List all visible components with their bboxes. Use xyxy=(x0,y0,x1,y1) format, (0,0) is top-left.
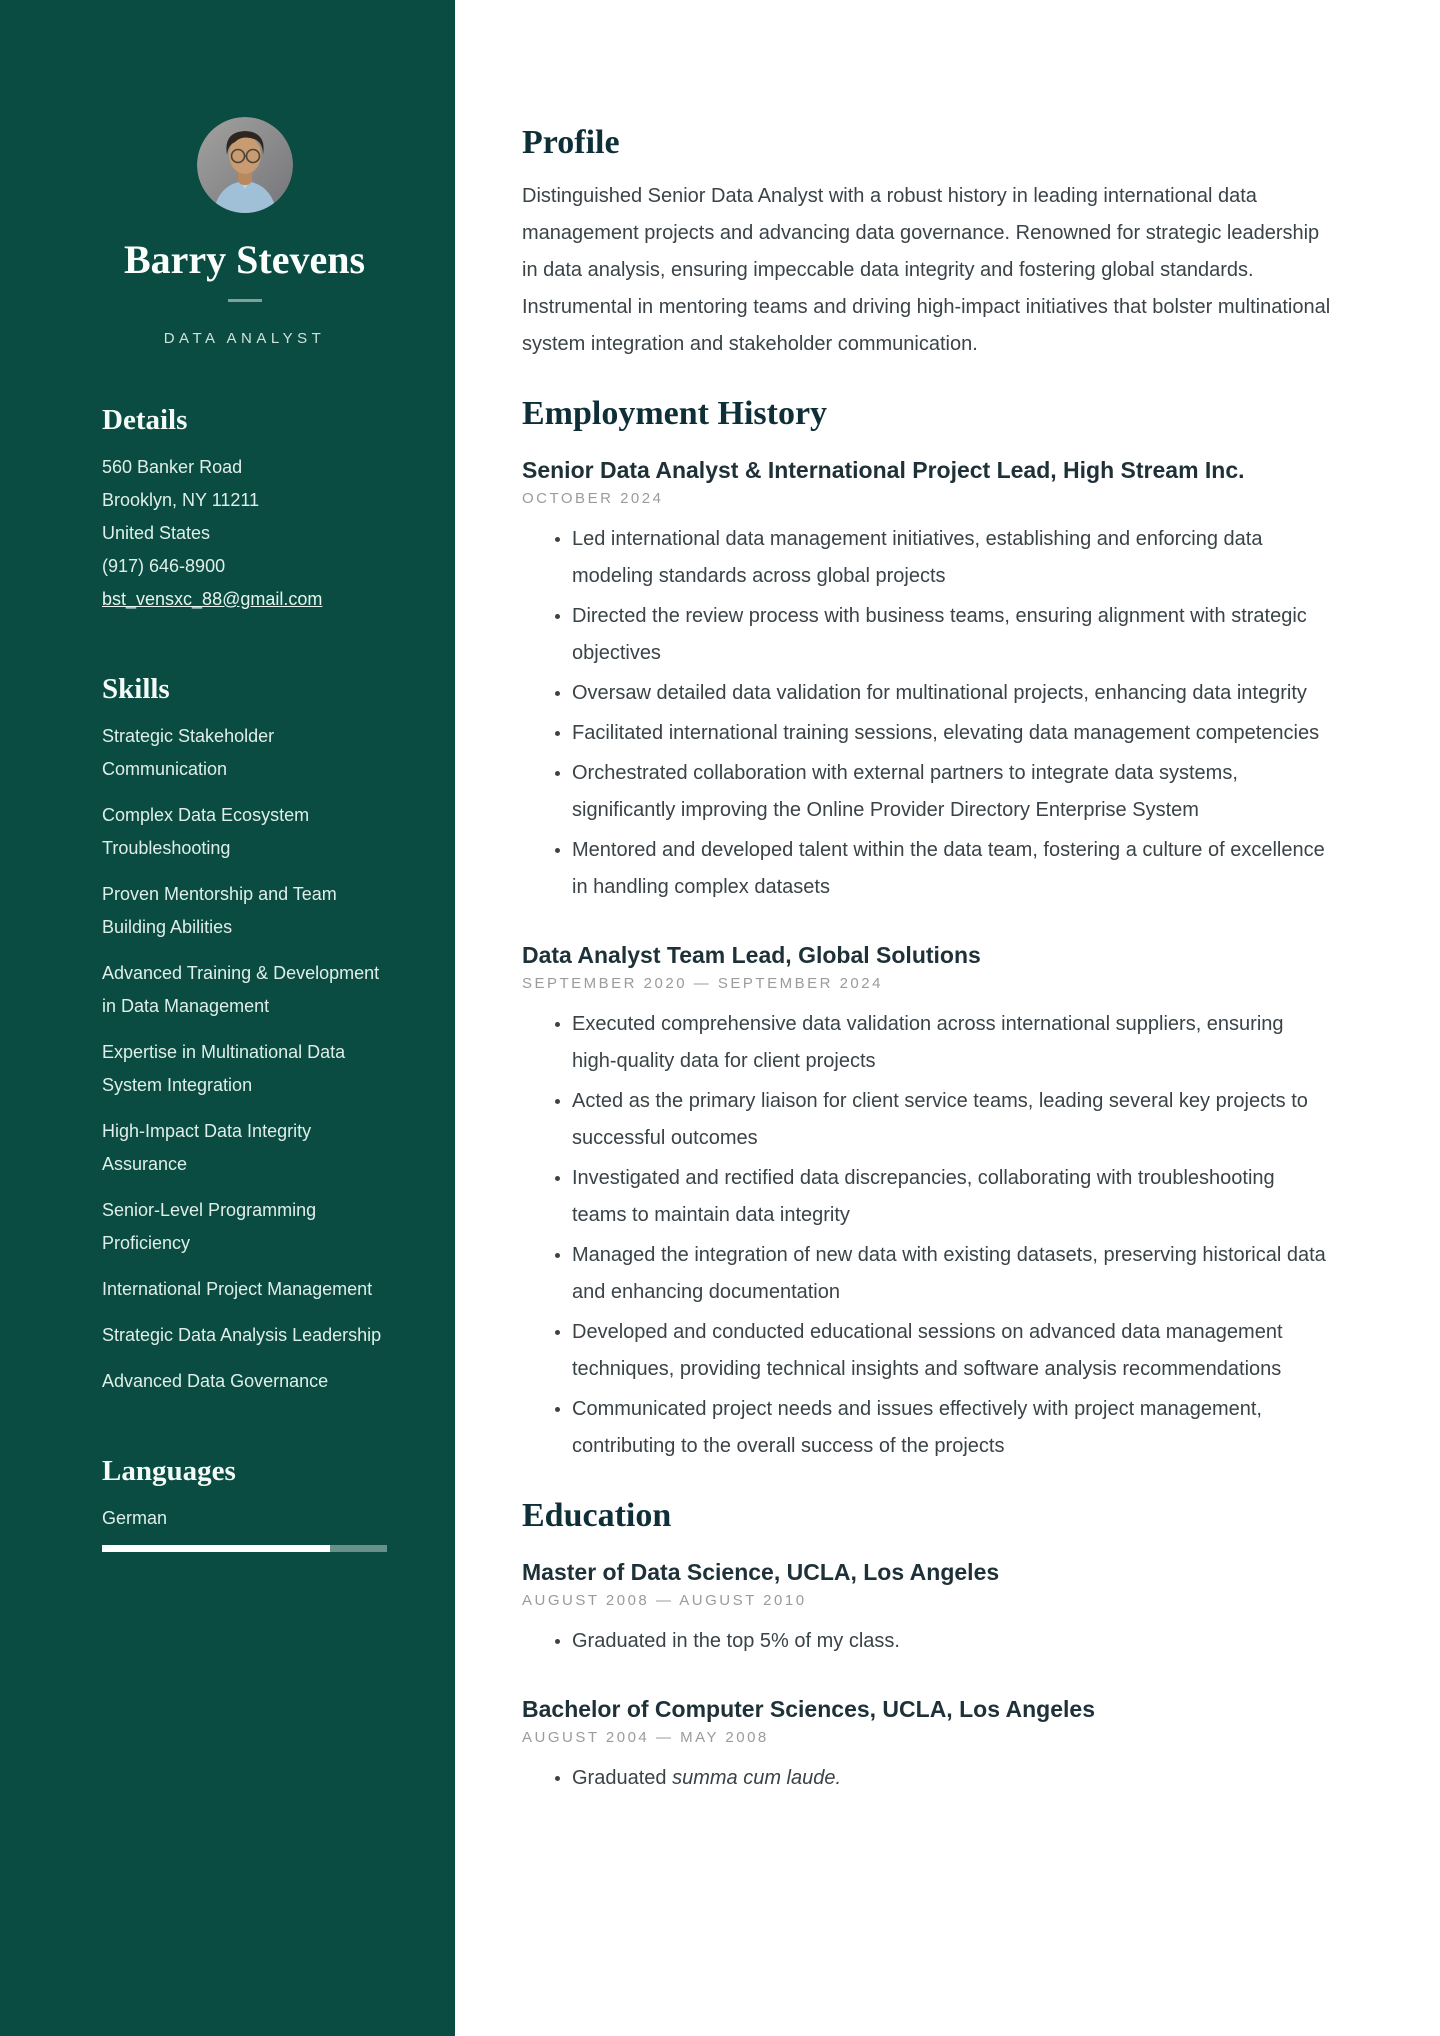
skill-item: Advanced Training & Development in Data Management xyxy=(102,963,380,1016)
detail-line: Brooklyn, NY 11211 xyxy=(102,490,260,510)
detail-line: United States xyxy=(102,523,211,543)
skill-item: High-Impact Data Integrity Assurance xyxy=(102,1121,312,1174)
profile-text: Distinguished Senior Data Analyst with a robust history in leading international data management projects and advancing data governance. Renowned for strategic leadership in data analysis, ensuring impeccable data integrity and fostering global standards. Instrumental in mentoring teams and driving high-impact initiatives that bolster multinational system integration and stakeholder communication. xyxy=(522,185,1331,355)
entry-title: Bachelor of Computer Sciences, UCLA, Los Angeles xyxy=(522,1696,1095,1722)
bullet-item: • Investigated and rectified data discrepancies, collaborating with troubleshooting teams to maintain data integrity xyxy=(572,1160,1332,1234)
entry-title: Data Analyst Team Lead, Global Solutions xyxy=(522,942,981,968)
languages-heading: Languages xyxy=(102,1455,236,1487)
skill-item: Strategic Stakeholder Communication xyxy=(102,726,275,779)
skill-item: Proven Mentorship and Team Building Abilities xyxy=(102,884,337,937)
entry xyxy=(522,1557,1332,1660)
languages-list xyxy=(102,1502,387,1552)
skill-item: Advanced Data Governance xyxy=(102,1371,329,1391)
language-name: German xyxy=(102,1508,168,1528)
education-section xyxy=(522,1495,1332,1797)
bullet-list xyxy=(522,521,1332,906)
bullet-item: • Facilitated international training sessions, elevating data management competencies xyxy=(572,715,1332,752)
entry xyxy=(522,455,1332,906)
candidate-name: Barry Stevens xyxy=(123,237,366,282)
bullet-list xyxy=(522,1006,1332,1465)
education-entries xyxy=(522,1557,1332,1797)
detail-line: 560 Banker Road xyxy=(102,457,243,477)
language-level-fill xyxy=(102,1545,330,1552)
bullet-item: • Executed comprehensive data validation across international suppliers, ensuring high-quality data for client projects xyxy=(572,1006,1332,1080)
bullet-item: • Orchestrated collaboration with external partners to integrate data systems, significantly improving the Online Provider Directory Enterprise System xyxy=(572,755,1332,829)
detail-line: (917) 646-8900 xyxy=(102,556,226,576)
language-item xyxy=(102,1502,387,1552)
entry-dates: AUGUST 2008 — AUGUST 2010 xyxy=(522,1592,807,1609)
entry xyxy=(522,1694,1332,1797)
bullet-item: • Led international data management initiatives, establishing and enforcing data modeling standards across global projects xyxy=(572,521,1332,595)
skill-item: International Project Management xyxy=(102,1279,373,1299)
entry-dates: OCTOBER 2024 xyxy=(522,490,664,507)
skill-item: Expertise in Multinational Data System Integration xyxy=(102,1042,346,1095)
employment-entries xyxy=(522,455,1332,1465)
bullet-item: • Acted as the primary liaison for client service teams, leading several key projects to successful outcomes xyxy=(572,1083,1332,1157)
bullet-item: • Graduated summa cum laude. xyxy=(572,1760,1332,1797)
skill-item: Complex Data Ecosystem Troubleshooting xyxy=(102,805,310,858)
education-heading: Education xyxy=(522,1497,672,1534)
bullet-item: • Directed the review process with business teams, ensuring alignment with strategic objectives xyxy=(572,598,1332,672)
bullet-item: • Developed and conducted educational sessions on advanced data management techniques, providing technical insights and software analysis recommendations xyxy=(572,1314,1332,1388)
language-level-bar xyxy=(102,1545,387,1552)
bullet-list xyxy=(522,1760,1332,1797)
skill-item: Strategic Data Analysis Leadership xyxy=(102,1325,382,1345)
employment-section xyxy=(522,393,1332,1465)
profile-photo-illustration xyxy=(197,117,293,213)
entry-dates: SEPTEMBER 2020 — SEPTEMBER 2024 xyxy=(522,975,883,992)
entry-title: Senior Data Analyst & International Project Lead, High Stream Inc. xyxy=(522,457,1245,483)
bullet-item: • Communicated project needs and issues effectively with project management, contributing to the overall success of the projects xyxy=(572,1391,1332,1465)
entry xyxy=(522,940,1332,1465)
bullet-item: • Mentored and developed talent within the data team, fostering a culture of excellence in handling complex datasets xyxy=(572,832,1332,906)
profile-heading: Profile xyxy=(522,124,620,161)
entry-dates: AUGUST 2004 — MAY 2008 xyxy=(522,1729,769,1746)
sidebar xyxy=(0,0,455,2036)
skill-item: Senior-Level Programming Proficiency xyxy=(102,1200,317,1253)
name-divider xyxy=(228,299,262,302)
bullet-item: • Oversaw detailed data validation for multinational projects, enhancing data integrity xyxy=(572,675,1332,712)
details-block xyxy=(102,451,387,583)
employment-heading: Employment History xyxy=(522,395,828,432)
email-link[interactable]: bst_vensxc_88@gmail.com xyxy=(102,589,323,609)
candidate-job-title: DATA ANALYST xyxy=(163,330,326,347)
skills-heading: Skills xyxy=(102,673,170,705)
bullet-item: • Managed the integration of new data with existing datasets, preserving historical data and enhancing documentation xyxy=(572,1237,1332,1311)
details-heading: Details xyxy=(102,404,188,436)
bullet-list xyxy=(522,1623,1332,1660)
entry-title: Master of Data Science, UCLA, Los Angeles xyxy=(522,1559,1000,1585)
skills-list xyxy=(102,720,387,1398)
bullet-item: • Graduated in the top 5% of my class. xyxy=(572,1623,1332,1660)
profile-section xyxy=(522,122,1332,363)
profile-photo xyxy=(197,117,293,213)
main-content xyxy=(455,0,1440,2036)
